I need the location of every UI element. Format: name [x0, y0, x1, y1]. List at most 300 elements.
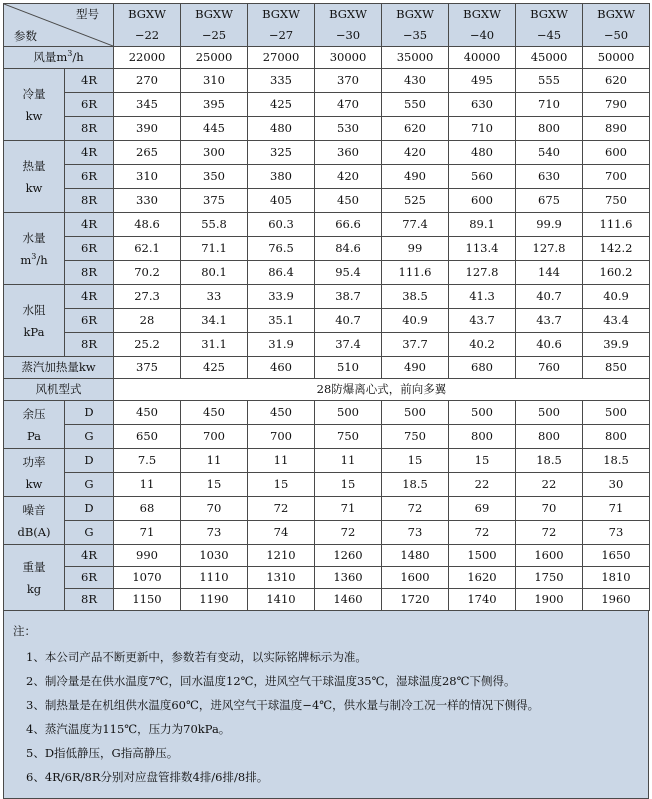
- model-number: −25: [201, 28, 227, 42]
- heating-value: 405: [248, 189, 315, 213]
- airflow-label-text: 风量m: [33, 50, 68, 64]
- pressure-label-line2: Pa: [26, 428, 42, 443]
- water-value: 77.4: [382, 213, 449, 237]
- heating-value: 450: [315, 189, 382, 213]
- water-value: 70.2: [114, 261, 181, 285]
- water-label: [4, 213, 65, 285]
- power-row: [4, 449, 650, 473]
- resistance-value: 40.9: [583, 285, 650, 309]
- resistance-label-stack: [4, 299, 64, 343]
- fan-type-label: 风机型式: [4, 379, 114, 401]
- cooling-value: 790: [583, 93, 650, 117]
- water-value: 66.6: [315, 213, 382, 237]
- power-sub-label: G: [65, 473, 114, 497]
- pressure-value: 650: [114, 425, 181, 449]
- airflow-row: [4, 47, 650, 69]
- heating-value: 700: [583, 165, 650, 189]
- water-label-line1: 水量: [22, 230, 46, 245]
- noise-value: 70: [516, 497, 583, 521]
- weight-value: 1600: [382, 567, 449, 589]
- weight-value: 1410: [248, 589, 315, 611]
- pressure-value: 450: [181, 401, 248, 425]
- airflow-value: 45000: [516, 47, 583, 69]
- power-value: 18.5: [382, 473, 449, 497]
- resistance-value: 43.7: [516, 309, 583, 333]
- fan-type-row: [4, 379, 650, 401]
- water-value: 84.6: [315, 237, 382, 261]
- resistance-label: [4, 285, 65, 357]
- model-number: −30: [335, 28, 361, 42]
- header-row: [4, 4, 650, 47]
- resistance-label-line2: kPa: [23, 324, 45, 339]
- power-value: 11: [248, 449, 315, 473]
- heating-value: 420: [382, 141, 449, 165]
- weight-sub-label: 4R: [65, 545, 114, 567]
- noise-sub-label: G: [65, 521, 114, 545]
- steam-value: 510: [315, 357, 382, 379]
- heating-value: 300: [181, 141, 248, 165]
- resistance-value: 34.1: [181, 309, 248, 333]
- resistance-value: 40.2: [449, 333, 516, 357]
- fan-type-value: 28防爆离心式，前向多翼: [114, 379, 650, 401]
- note-item: 1、本公司产品不断更新中，参数若有变动，以实际铭牌标示为准。: [26, 650, 367, 664]
- noise-label-line1: 噪音: [22, 502, 46, 517]
- noise-value: 73: [583, 521, 650, 545]
- water-value: 71.1: [181, 237, 248, 261]
- pressure-value: 500: [315, 401, 382, 425]
- heating-value: 330: [114, 189, 181, 213]
- pressure-sub-label: D: [65, 401, 114, 425]
- power-value: 15: [449, 449, 516, 473]
- weight-value: 1460: [315, 589, 382, 611]
- cooling-value: 630: [449, 93, 516, 117]
- heating-value: 360: [315, 141, 382, 165]
- pressure-value: 450: [248, 401, 315, 425]
- resistance-value: 40.7: [516, 285, 583, 309]
- power-value: 30: [583, 473, 650, 497]
- airflow-label-unit: /h: [72, 50, 84, 64]
- water-sub-label: 8R: [65, 261, 114, 285]
- cooling-label: [4, 69, 65, 141]
- weight-value: 1650: [583, 545, 650, 567]
- cooling-value: 335: [248, 69, 315, 93]
- water-unit-m: m: [20, 252, 32, 267]
- resistance-value: 25.2: [114, 333, 181, 357]
- spec-table: [3, 3, 650, 611]
- heating-label: [4, 141, 65, 213]
- heating-value: 490: [382, 165, 449, 189]
- airflow-value: 25000: [181, 47, 248, 69]
- steam-value: 375: [114, 357, 181, 379]
- pressure-value: 750: [382, 425, 449, 449]
- noise-value: 73: [382, 521, 449, 545]
- pressure-value: 750: [315, 425, 382, 449]
- pressure-label-line1: 余压: [22, 406, 46, 421]
- cooling-value: 390: [114, 117, 181, 141]
- noise-sub-label: D: [65, 497, 114, 521]
- cooling-value: 555: [516, 69, 583, 93]
- model-name: BGXW: [195, 7, 233, 21]
- model-header: [516, 4, 583, 47]
- resistance-value: 31.9: [248, 333, 315, 357]
- resistance-value: 39.9: [583, 333, 650, 357]
- steam-value: 760: [516, 357, 583, 379]
- power-row: [4, 473, 650, 497]
- cooling-value: 495: [449, 69, 516, 93]
- power-value: 18.5: [583, 449, 650, 473]
- water-label-line2: [20, 249, 47, 271]
- power-value: 18.5: [516, 449, 583, 473]
- weight-value: 1070: [114, 567, 181, 589]
- cooling-value: 430: [382, 69, 449, 93]
- resistance-sub-label: 8R: [65, 333, 114, 357]
- pressure-value: 800: [516, 425, 583, 449]
- pressure-row: [4, 425, 650, 449]
- pressure-value: 500: [583, 401, 650, 425]
- resistance-value: 33.9: [248, 285, 315, 309]
- model-number: −45: [536, 28, 562, 42]
- notes-title: 注：: [13, 624, 36, 638]
- heating-value: 560: [449, 165, 516, 189]
- cooling-value: 620: [583, 69, 650, 93]
- weight-value: 1600: [516, 545, 583, 567]
- water-sub-label: 4R: [65, 213, 114, 237]
- weight-value: 1150: [114, 589, 181, 611]
- model-name: BGXW: [396, 7, 434, 21]
- model-number: −35: [402, 28, 428, 42]
- water-value: 113.4: [449, 237, 516, 261]
- pressure-label-stack: [4, 403, 64, 447]
- note-item: 4、蒸汽温度为115℃，压力为70kPa。: [26, 722, 231, 736]
- airflow-value: 30000: [315, 47, 382, 69]
- weight-row: [4, 545, 650, 567]
- heating-value: 540: [516, 141, 583, 165]
- cooling-value: 310: [181, 69, 248, 93]
- resistance-sub-label: 6R: [65, 309, 114, 333]
- model-name: BGXW: [530, 7, 568, 21]
- pressure-value: 700: [181, 425, 248, 449]
- note-item: 6、4R/6R/8R分别对应盘管排数4排/6排/8排。: [26, 770, 269, 784]
- heating-value: 600: [583, 141, 650, 165]
- heating-value: 325: [248, 141, 315, 165]
- model-number: −22: [134, 28, 160, 42]
- cooling-label-stack: [4, 83, 64, 127]
- cooling-value: 445: [181, 117, 248, 141]
- heating-value: 675: [516, 189, 583, 213]
- power-value: 11: [114, 473, 181, 497]
- model-number: −40: [469, 28, 495, 42]
- heating-row: [4, 141, 650, 165]
- pressure-value: 700: [248, 425, 315, 449]
- resistance-label-line1: 水阻: [22, 302, 46, 317]
- water-value: 62.1: [114, 237, 181, 261]
- model-name: BGXW: [128, 7, 166, 21]
- heating-row: [4, 189, 650, 213]
- water-value: 48.6: [114, 213, 181, 237]
- steam-value: 490: [382, 357, 449, 379]
- power-value: 15: [181, 473, 248, 497]
- resistance-value: 41.3: [449, 285, 516, 309]
- airflow-label-sup: 3: [67, 49, 73, 59]
- noise-row: [4, 497, 650, 521]
- airflow-value: 40000: [449, 47, 516, 69]
- water-value: 144: [516, 261, 583, 285]
- water-value: 99.9: [516, 213, 583, 237]
- steam-value: 460: [248, 357, 315, 379]
- noise-label-stack: [4, 499, 64, 543]
- power-label: [4, 449, 65, 497]
- water-value: 127.8: [449, 261, 516, 285]
- cooling-value: 395: [181, 93, 248, 117]
- weight-row: [4, 589, 650, 611]
- noise-row: [4, 521, 650, 545]
- heating-label-line1: 热量: [22, 158, 46, 173]
- noise-label-line2: dB(A): [17, 524, 51, 539]
- heating-label-line2: kw: [25, 180, 43, 195]
- cooling-value: 370: [315, 69, 382, 93]
- weight-value: 1900: [516, 589, 583, 611]
- steam-value: 680: [449, 357, 516, 379]
- water-unit-sup: 3: [31, 251, 37, 261]
- weight-value: 1500: [449, 545, 516, 567]
- cooling-value: 550: [382, 93, 449, 117]
- param-label: 参数: [14, 29, 37, 43]
- cooling-value: 345: [114, 93, 181, 117]
- pressure-value: 500: [382, 401, 449, 425]
- resistance-value: 38.7: [315, 285, 382, 309]
- steam-row: [4, 357, 650, 379]
- model-header: [248, 4, 315, 47]
- weight-label-line2: kg: [26, 581, 42, 596]
- weight-label: [4, 545, 65, 611]
- steam-label: 蒸汽加热量kw: [4, 357, 114, 379]
- heating-sub-label: 8R: [65, 189, 114, 213]
- weight-value: 1480: [382, 545, 449, 567]
- resistance-value: 40.7: [315, 309, 382, 333]
- noise-value: 72: [516, 521, 583, 545]
- spec-sheet: [3, 3, 649, 799]
- resistance-value: 43.7: [449, 309, 516, 333]
- cooling-label-line1: 冷量: [22, 86, 46, 101]
- cooling-value: 710: [516, 93, 583, 117]
- pressure-value: 450: [114, 401, 181, 425]
- model-name: BGXW: [597, 7, 635, 21]
- weight-value: 1260: [315, 545, 382, 567]
- noise-value: 68: [114, 497, 181, 521]
- pressure-value: 800: [583, 425, 650, 449]
- power-value: 22: [449, 473, 516, 497]
- heating-sub-label: 6R: [65, 165, 114, 189]
- water-row: [4, 237, 650, 261]
- water-sub-label: 6R: [65, 237, 114, 261]
- steam-value: 425: [181, 357, 248, 379]
- pressure-value: 500: [516, 401, 583, 425]
- note-item: 3、制热量是在机组供水温度60℃，进风空气干球温度−4℃，供水量与制冷工况一样的情况下侧得。: [26, 698, 540, 712]
- model-header: [181, 4, 248, 47]
- heating-value: 380: [248, 165, 315, 189]
- resistance-value: 35.1: [248, 309, 315, 333]
- heating-label-stack: [4, 155, 64, 199]
- water-value: 89.1: [449, 213, 516, 237]
- airflow-value: 22000: [114, 47, 181, 69]
- cooling-value: 710: [449, 117, 516, 141]
- model-header: [449, 4, 516, 47]
- noise-value: 73: [181, 521, 248, 545]
- water-label-stack: [4, 227, 64, 271]
- model-name: BGXW: [329, 7, 367, 21]
- notes-panel: [3, 611, 649, 799]
- water-value: 99: [382, 237, 449, 261]
- water-value: 60.3: [248, 213, 315, 237]
- cooling-row: [4, 93, 650, 117]
- water-value: 86.4: [248, 261, 315, 285]
- resistance-row: [4, 333, 650, 357]
- power-label-line1: 功率: [22, 454, 46, 469]
- header-corner: [4, 4, 114, 47]
- model-label: 型号: [76, 7, 99, 21]
- airflow-value: 50000: [583, 47, 650, 69]
- heating-value: 350: [181, 165, 248, 189]
- resistance-value: 27.3: [114, 285, 181, 309]
- heating-sub-label: 4R: [65, 141, 114, 165]
- resistance-value: 28: [114, 309, 181, 333]
- pressure-label: [4, 401, 65, 449]
- resistance-value: 37.4: [315, 333, 382, 357]
- note-item: 5、D指低静压，G指高静压。: [26, 746, 179, 760]
- water-value: 127.8: [516, 237, 583, 261]
- weight-value: 1620: [449, 567, 516, 589]
- pressure-value: 800: [449, 425, 516, 449]
- heating-value: 310: [114, 165, 181, 189]
- model-header: [114, 4, 181, 47]
- noise-value: 72: [449, 521, 516, 545]
- heating-row: [4, 165, 650, 189]
- resistance-value: 33: [181, 285, 248, 309]
- weight-value: 1030: [181, 545, 248, 567]
- heating-value: 375: [181, 189, 248, 213]
- weight-value: 1360: [315, 567, 382, 589]
- power-value: 22: [516, 473, 583, 497]
- weight-value: 990: [114, 545, 181, 567]
- power-label-line2: kw: [25, 476, 43, 491]
- noise-value: 70: [181, 497, 248, 521]
- resistance-row: [4, 285, 650, 309]
- heating-value: 750: [583, 189, 650, 213]
- airflow-label: [4, 47, 114, 69]
- power-value: 15: [382, 449, 449, 473]
- noise-value: 74: [248, 521, 315, 545]
- power-value: 7.5: [114, 449, 181, 473]
- resistance-value: 40.9: [382, 309, 449, 333]
- pressure-sub-label: G: [65, 425, 114, 449]
- resistance-value: 38.5: [382, 285, 449, 309]
- weight-sub-label: 6R: [65, 567, 114, 589]
- weight-value: 1210: [248, 545, 315, 567]
- cooling-value: 620: [382, 117, 449, 141]
- model-header: [583, 4, 650, 47]
- heating-value: 525: [382, 189, 449, 213]
- water-row: [4, 213, 650, 237]
- cooling-value: 530: [315, 117, 382, 141]
- cooling-value: 425: [248, 93, 315, 117]
- heating-value: 630: [516, 165, 583, 189]
- model-header: [382, 4, 449, 47]
- weight-value: 1740: [449, 589, 516, 611]
- model-number: −50: [603, 28, 629, 42]
- power-value: 15: [315, 473, 382, 497]
- weight-value: 1310: [248, 567, 315, 589]
- heating-value: 265: [114, 141, 181, 165]
- cooling-row: [4, 69, 650, 93]
- airflow-value: 27000: [248, 47, 315, 69]
- noise-value: 72: [315, 521, 382, 545]
- cooling-value: 270: [114, 69, 181, 93]
- cooling-row: [4, 117, 650, 141]
- heating-value: 600: [449, 189, 516, 213]
- resistance-row: [4, 309, 650, 333]
- pressure-value: 500: [449, 401, 516, 425]
- water-unit-h: /h: [36, 252, 48, 267]
- water-value: 160.2: [583, 261, 650, 285]
- heating-value: 420: [315, 165, 382, 189]
- weight-value: 1110: [181, 567, 248, 589]
- model-header: [315, 4, 382, 47]
- water-value: 76.5: [248, 237, 315, 261]
- noise-value: 72: [382, 497, 449, 521]
- noise-value: 71: [315, 497, 382, 521]
- power-label-stack: [4, 451, 64, 495]
- noise-value: 71: [583, 497, 650, 521]
- water-value: 142.2: [583, 237, 650, 261]
- weight-label-line1: 重量: [22, 559, 46, 574]
- water-row: [4, 261, 650, 285]
- heating-value: 480: [449, 141, 516, 165]
- cooling-value: 800: [516, 117, 583, 141]
- weight-value: 1750: [516, 567, 583, 589]
- airflow-value: 35000: [382, 47, 449, 69]
- weight-value: 1960: [583, 589, 650, 611]
- resistance-value: 31.1: [181, 333, 248, 357]
- pressure-row: [4, 401, 650, 425]
- model-number: −27: [268, 28, 294, 42]
- weight-value: 1190: [181, 589, 248, 611]
- steam-value: 850: [583, 357, 650, 379]
- cooling-value: 890: [583, 117, 650, 141]
- resistance-value: 43.4: [583, 309, 650, 333]
- noise-value: 71: [114, 521, 181, 545]
- resistance-value: 37.7: [382, 333, 449, 357]
- cooling-value: 470: [315, 93, 382, 117]
- weight-row: [4, 567, 650, 589]
- cooling-label-line2: kw: [25, 108, 43, 123]
- weight-label-stack: [4, 556, 64, 600]
- power-value: 15: [248, 473, 315, 497]
- power-sub-label: D: [65, 449, 114, 473]
- resistance-value: 40.6: [516, 333, 583, 357]
- water-value: 95.4: [315, 261, 382, 285]
- cooling-sub-label: 6R: [65, 93, 114, 117]
- water-value: 111.6: [583, 213, 650, 237]
- noise-label: [4, 497, 65, 545]
- power-value: 11: [181, 449, 248, 473]
- water-value: 111.6: [382, 261, 449, 285]
- power-value: 11: [315, 449, 382, 473]
- weight-value: 1810: [583, 567, 650, 589]
- cooling-sub-label: 4R: [65, 69, 114, 93]
- water-value: 80.1: [181, 261, 248, 285]
- cooling-value: 480: [248, 117, 315, 141]
- note-item: 2、制冷量是在供水温度7℃，回水温度12℃，进风空气干球温度35℃，湿球温度28℃下侧得。: [26, 674, 516, 688]
